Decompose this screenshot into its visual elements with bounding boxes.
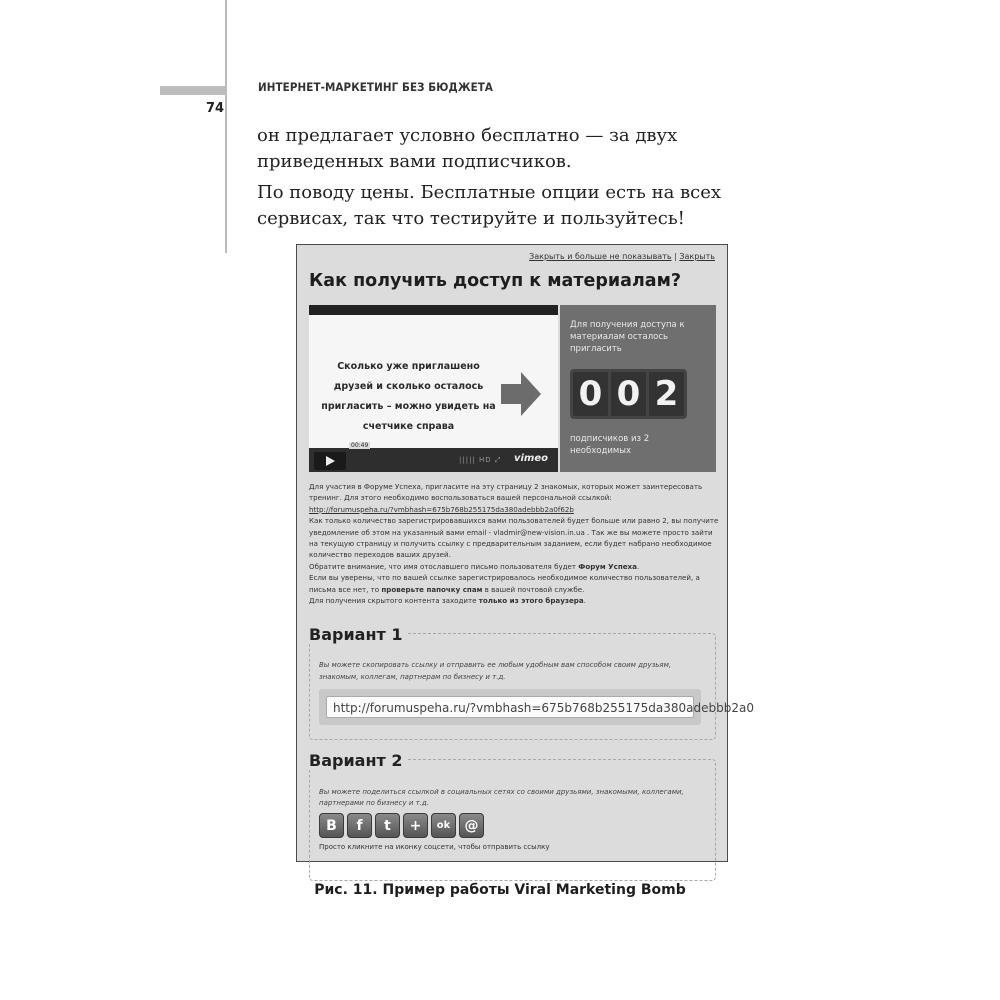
mail-ru-icon[interactable]: @ (459, 813, 484, 838)
video-text: Сколько уже приглашено друзей и сколько осталось пригласить – можно увидеть на счетчике справа (321, 361, 496, 432)
instructions-line-5-end: . (583, 596, 586, 606)
close-separator: | (674, 252, 677, 261)
odnoklassniki-icon[interactable]: ok (431, 813, 456, 838)
body-paragraph-2: По поводу цены. Бесплатные опции есть на всех сервисах, так что тестируйте и пользуйтесь! (257, 182, 722, 229)
close-bar (529, 252, 715, 261)
close-forever-link[interactable]: Закрыть и больше не показывать (529, 252, 672, 261)
instructions-line-5: Для получения скрытого контента заходите (309, 596, 479, 606)
figure-caption: Рис. 11. Пример работы Viral Marketing Bomb (314, 882, 686, 898)
link-field-wrapper (319, 689, 754, 725)
variant-2-title: Вариант 2 (309, 751, 406, 770)
twitter-icon[interactable]: t (375, 813, 400, 838)
vkontakte-icon[interactable]: В (319, 813, 344, 838)
margin-rule (225, 0, 227, 253)
play-icon[interactable] (314, 452, 346, 470)
video-time: 00:49 (351, 442, 369, 449)
close-link[interactable]: Закрыть (679, 252, 715, 261)
facebook-icon[interactable]: f (347, 813, 372, 838)
sender-name: Форум Успеха (578, 561, 637, 571)
body-paragraph-1: он предлагает условно бесплатно — за двух приведенных вами подписчиков. (257, 125, 678, 172)
instructions-line-4-end: в вашей почтовой службе. (482, 584, 585, 594)
social-footer: Просто кликните на иконку соцсети, чтобы отправить ссылку (319, 843, 550, 851)
counter-top-text: Для получения доступа к материалам осталось пригласить (570, 320, 685, 354)
instructions-line-3: Обратите внимание, что имя отославшего письмо пользователя будет (309, 561, 579, 571)
google-plus-icon[interactable]: + (403, 813, 428, 838)
invite-counter (560, 305, 716, 472)
arrow-right-icon (501, 372, 541, 416)
page-number-bar (160, 86, 226, 95)
volume-icon[interactable]: ||||| HD ⤢ (459, 456, 502, 464)
browser-warning: только из этого браузера (478, 596, 584, 606)
counter-bottom-text: подписчиков из 2 необходимых (570, 434, 650, 456)
vimeo-logo[interactable]: vimeo (513, 453, 548, 464)
variant-2-hint: Вы можете поделиться ссылкой в социальных сетях со своими друзьями, знакомыми, коллегами, партнерами по бизнесу и т.д. (319, 788, 684, 807)
screenshot-heading: Как получить доступ к материалам? (309, 271, 682, 291)
page-number: 74 (206, 101, 225, 116)
instructions (309, 481, 719, 606)
video-controls (309, 442, 558, 472)
instructions-line-4: Если вы уверены, что по вашей ссылке зарегистрировалось необходимое количество пользователей, а письма все нет, то (309, 573, 700, 594)
running-head: ИНТЕРНЕТ-МАРКЕТИНГ БЕЗ БЮДЖЕТА (258, 80, 494, 94)
spam-warning: проверьте папочку спам (381, 584, 483, 594)
referral-link-input[interactable]: http://forumuspeha.ru/?vmbhash=675b768b255175da380adebbb2a0 (326, 696, 694, 718)
instructions-line-1: Для участия в Форуме Успеха, пригласите на эту страницу 2 знакомых, которых может заинтересовать тренинг. Для этого необходимо воспользоваться вашей персональной ссылкой: (309, 482, 703, 503)
counter-digits (570, 369, 687, 419)
instructions-line-2: Как только количество зарегистрировавшихся вами пользователей будет больше или равно 2, вы получите уведомление об этом на указанный вами email - vladmir@new-vision.in.ua . Так же вы можете просто зайти на текущую страницу и получить ссылку с предварительным заданием, если будет набрано необходимое количество переходов ваших друзей. (309, 516, 719, 560)
counter-digit: 0 (573, 372, 608, 416)
personal-link[interactable]: http://forumuspeha.ru/?vmbhash=675b768b255175da380adebbb2a0f62b (309, 504, 574, 514)
instructions-line-3-end: . (636, 561, 640, 571)
social-buttons (319, 813, 484, 838)
screenshot-figure (296, 244, 754, 862)
video-player[interactable] (309, 305, 558, 472)
counter-digit: 0 (611, 372, 646, 416)
counter-digit: 2 (649, 372, 684, 416)
variant-1-hint: Вы можете скопировать ссылку и отправить ее любым удобным вам способом своим друзьям, знакомым, коллегам, партнерам по бизнесу и т.д. (319, 661, 672, 681)
variant-1-title: Вариант 1 (309, 625, 406, 644)
